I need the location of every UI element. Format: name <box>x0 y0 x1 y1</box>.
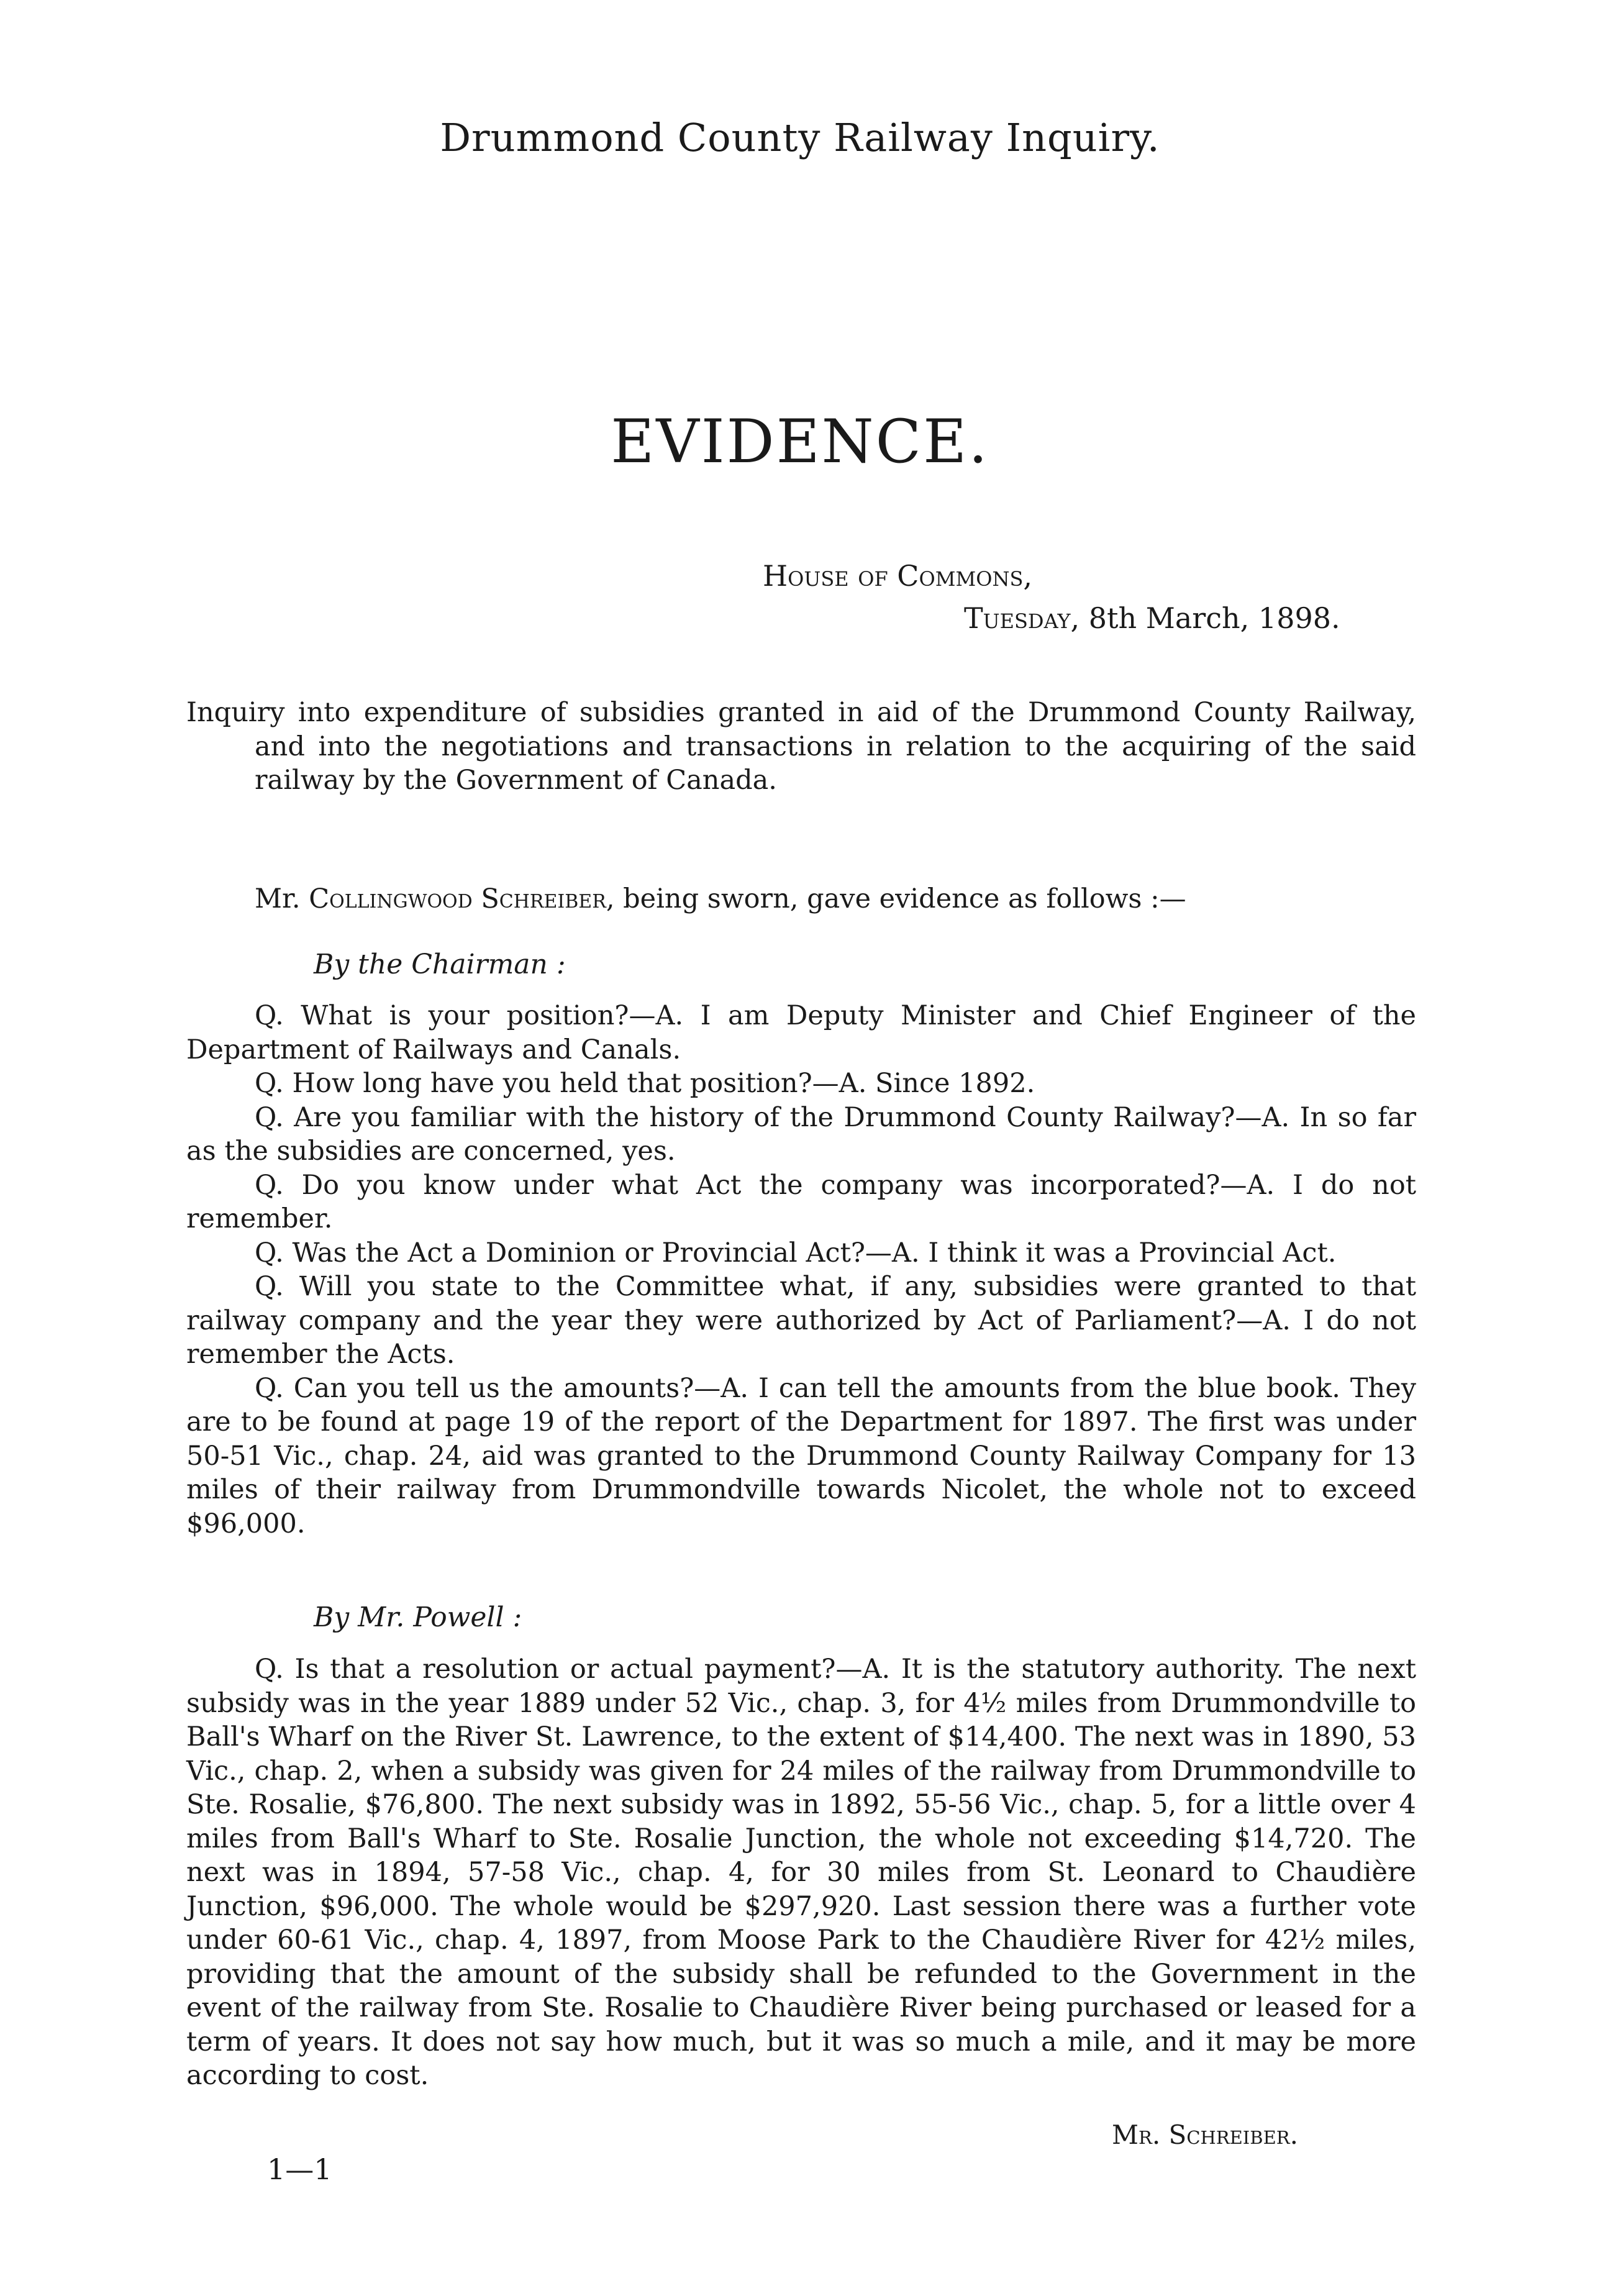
witness-prefix: Mr. <box>255 883 309 914</box>
qa-paragraph: Q. Is that a resolution or actual payment?—A. It is the statutory authority. The next subsidy was in the year 1889 under 52 Vic., chap. 3, for 4½ miles from Drummondville to Ball's Wharf on the River St. Lawrence, to the extent of $14,400. The next was in 1890, 53 Vic., chap. 2, when a subsidy was given for 24 miles of the railway from Drummondville to Ste. Rosalie, $76,800. The next subsidy was in 1892, 55-56 Vic., chap. 5, for a little over 4 miles from Ball's Wharf to Ste. Rosalie Junction, the whole not exceeding $14,720. The next was in 1894, 57-58 Vic., chap. 4, for 30 miles from St. Leonard to Chaudière Junction, $96,000. The whole would be $297,920. Last session there was a further vote under 60-61 Vic., chap. 4, 1897, from Moose Park to the Chaudière River for 42½ miles, providing that the amount of the subsidy shall be refunded to the Government in the event of the railway from Ste. Rosalie to Chaudière River being purchased or leased for a term of years. It does not say how much, but it was so much a mile, and it may be more according to cost. <box>186 1654 1416 2091</box>
qa-paragraph: Q. What is your position?—A. I am Deputy Minister and Chief Engineer of the Department of Railways and Canals. <box>186 1000 1416 1065</box>
signature-mark: 1—1 <box>267 2152 332 2186</box>
witness-intro <box>186 882 1416 916</box>
qa-paragraph: Q. Are you familiar with the history of the Drummond County Railway?—A. In so far as the subsidies are concerned, yes. <box>186 1101 1416 1167</box>
session-date-rest: , 8th March, 1898. <box>1070 601 1340 635</box>
witness-suffix: , being sworn, gave evidence as follows :— <box>606 883 1186 914</box>
inquiry-paragraph: Inquiry into expenditure of subsidies granted in aid of the Drummond County Railway, and into the negotiations and transactions in relation to the acquiring of the said railway by the Government of Canada. <box>186 697 1416 796</box>
session-place: House of Commons, <box>763 559 1033 593</box>
examiner-heading-chairman: By the Chairman : <box>314 949 566 980</box>
qa-section-chairman <box>186 999 1416 1541</box>
qa-paragraph: Q. How long have you held that position?—A. Since 1892. <box>255 1068 1035 1099</box>
qa-paragraph: Q. Do you know under what Act the company was incorporated?—A. I do not remember. <box>186 1169 1416 1234</box>
section-title: EVIDENCE. <box>611 407 989 476</box>
qa-paragraph: Q. Was the Act a Dominion or Provincial Act?—A. I think it was a Provincial Act. <box>255 1237 1337 1269</box>
session-date <box>964 601 1340 635</box>
qa-paragraph: Q. Will you state to the Committee what, if any, subsidies were granted to that railway company and the year they were authorized by Act of Parliament?—A. I do not remember the Acts. <box>186 1271 1416 1370</box>
session-day: Tuesday <box>964 601 1071 635</box>
running-head: Drummond County Railway Inquiry. <box>440 115 1160 160</box>
qa-paragraph: Q. Can you tell us the amounts?—A. I can tell the amounts from the blue book. They are to be found at page 19 of the report of the Department for 1897. The first was under 50-51 Vic., chap. 24, aid was granted to the Drummond County Railway Company for 13 miles of their railway from Drummondville towards Nicolet, the whole not to exceed $96,000. <box>186 1372 1416 1539</box>
witness-name: Collingwood Schreiber <box>309 883 606 914</box>
catchword: Mr. Schreiber. <box>1112 2120 1298 2150</box>
qa-section-powell <box>186 1652 1416 2093</box>
examiner-heading-powell: By Mr. Powell : <box>314 1601 522 1633</box>
